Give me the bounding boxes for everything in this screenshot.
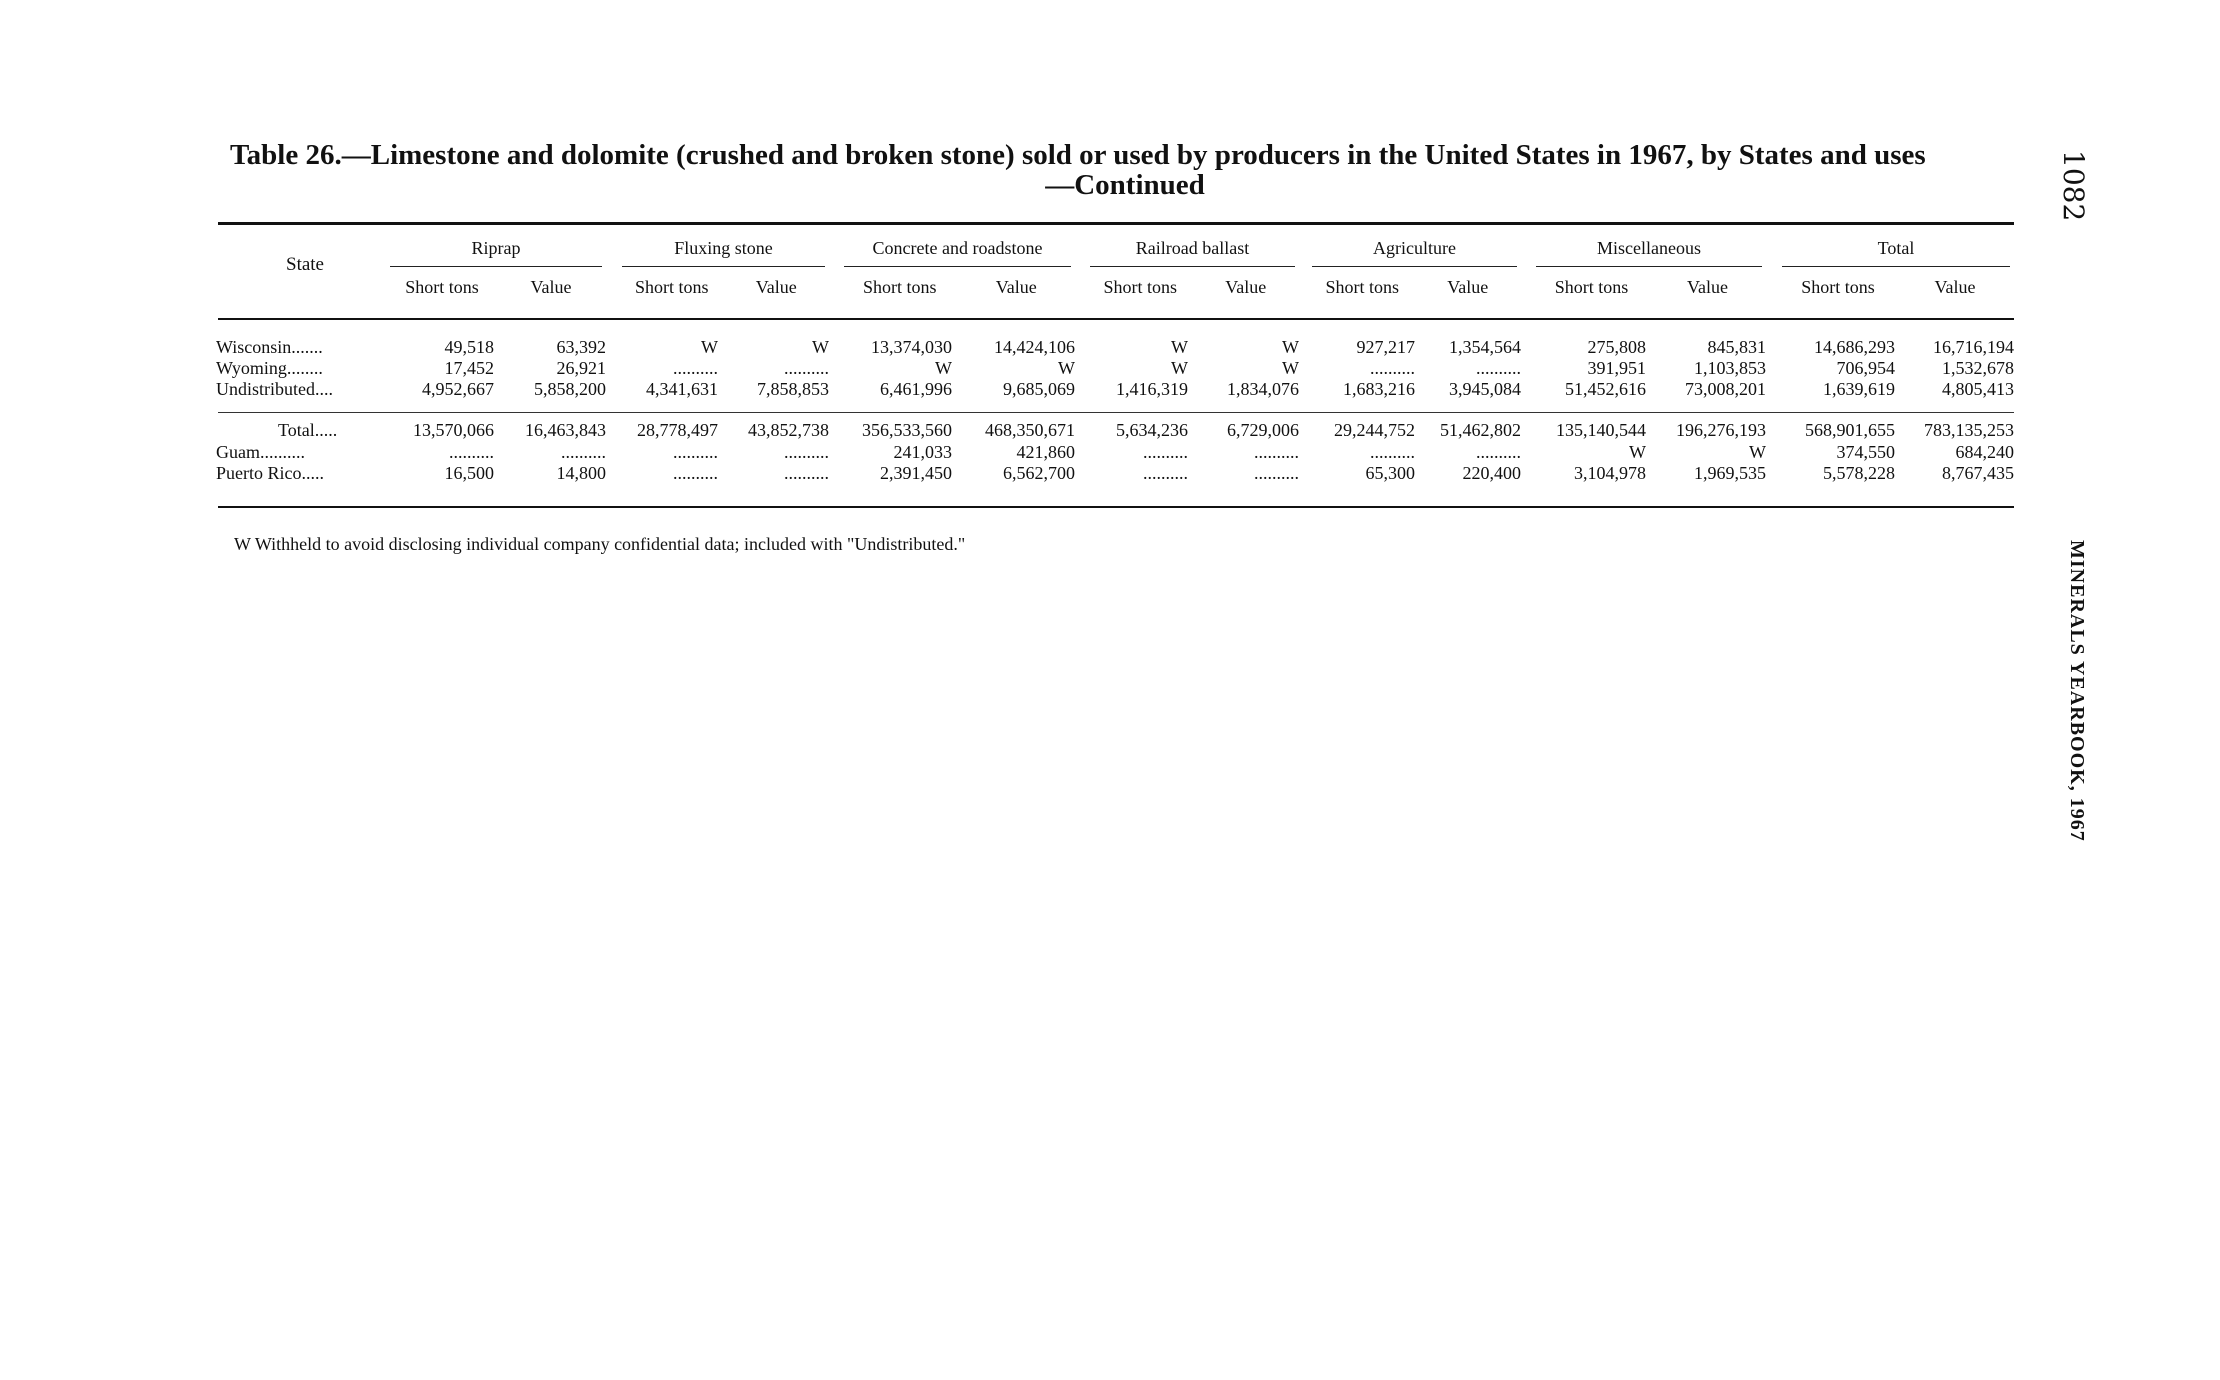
table-cell: ..........: [1476, 442, 1521, 462]
table-cell: W: [1171, 337, 1188, 357]
table-cell: 4,341,631: [646, 379, 718, 399]
table-cell: 73,008,201: [1685, 379, 1766, 399]
running-title: MINERALS YEARBOOK, 1967: [2066, 540, 2088, 842]
table-cell: 5,578,228: [1823, 463, 1895, 483]
table-cell: W: [1749, 442, 1766, 462]
table-cell: 135,140,544: [1556, 420, 1646, 440]
table-cell: W: [1282, 337, 1299, 357]
column-subheader: Short tons: [862, 277, 937, 297]
section-rule: [218, 412, 2014, 413]
table-title: [230, 140, 2020, 200]
table-cell: W: [1629, 442, 1646, 462]
table-cell: 13,374,030: [871, 337, 952, 357]
table-cell: 220,400: [1462, 463, 1521, 483]
table-cell: 17,452: [444, 358, 494, 378]
table-cell: 1,354,564: [1449, 337, 1521, 357]
column-group-header: Agriculture: [1373, 238, 1456, 258]
column-subheader: Value: [1934, 277, 1976, 297]
header-bottom-rule: [218, 318, 2014, 320]
column-group-header: Total: [1877, 238, 1915, 258]
column-group-underline: [1312, 266, 1517, 267]
table-cell: 845,831: [1707, 337, 1766, 357]
table-cell: ..........: [561, 442, 606, 462]
table-cell: 43,852,738: [748, 420, 829, 440]
table-cell: W: [935, 358, 952, 378]
table-cell: 14,800: [556, 463, 606, 483]
table-cell: ..........: [784, 442, 829, 462]
table-cell: 2,391,450: [880, 463, 952, 483]
table-cell: 783,135,253: [1924, 420, 2014, 440]
table-cell: ..........: [1254, 463, 1299, 483]
table-cell: 63,392: [556, 337, 606, 357]
table-cell: ..........: [784, 358, 829, 378]
table-cell: 1,639,619: [1823, 379, 1895, 399]
table-cell: W: [1058, 358, 1075, 378]
column-group-header: Riprap: [471, 238, 521, 258]
table-cell: ..........: [673, 463, 718, 483]
column-subheader: Value: [1447, 277, 1489, 297]
table-cell: 49,518: [444, 337, 494, 357]
column-group-underline: [1782, 266, 2010, 267]
table-cell: 29,244,752: [1334, 420, 1415, 440]
table-cell: 7,858,853: [757, 379, 829, 399]
table-cell: 275,808: [1587, 337, 1646, 357]
row-label: Total.....: [278, 420, 338, 440]
table-cell: 927,217: [1356, 337, 1415, 357]
table-cell: 6,729,006: [1227, 420, 1299, 440]
column-group-underline: [390, 266, 602, 267]
table-cell: 374,550: [1836, 442, 1895, 462]
table-cell: 8,767,435: [1942, 463, 2014, 483]
table-cell: W: [812, 337, 829, 357]
table-cell: W: [1282, 358, 1299, 378]
table-cell: 356,533,560: [862, 420, 952, 440]
column-group-underline: [1536, 266, 1762, 267]
table-cell: 568,901,655: [1805, 420, 1895, 440]
table-cell: ..........: [673, 442, 718, 462]
column-subheader: Short tons: [1325, 277, 1399, 297]
column-subheader: Value: [755, 277, 797, 297]
column-group-header: Concrete and roadstone: [872, 238, 1043, 258]
table-cell: 4,805,413: [1942, 379, 2014, 399]
row-label: Wyoming........: [216, 358, 323, 378]
row-label: Undistributed....: [216, 379, 333, 399]
table-cell: ..........: [1143, 463, 1188, 483]
table-cell: 1,683,216: [1343, 379, 1415, 399]
table-cell: 6,461,996: [880, 379, 952, 399]
column-subheader: Value: [1687, 277, 1728, 297]
table-cell: ..........: [1370, 442, 1415, 462]
table-cell: ..........: [784, 463, 829, 483]
state-column-header: State: [286, 254, 324, 275]
table-cell: 241,033: [893, 442, 952, 462]
table-cell: 3,104,978: [1574, 463, 1646, 483]
table-cell: 51,462,802: [1440, 420, 1521, 440]
row-label: Wisconsin.......: [216, 337, 323, 357]
row-label: Guam..........: [216, 442, 305, 462]
table-cell: 1,416,319: [1116, 379, 1188, 399]
table-cell: 16,463,843: [525, 420, 606, 440]
top-rule: [218, 222, 2014, 225]
table-cell: 14,686,293: [1814, 337, 1895, 357]
table-title-line1: Table 26.—Limestone and dolomite (crushed and broken stone) sold or used by producers in the United States in 1967, by States and uses: [230, 139, 1926, 171]
table-cell: 65,300: [1365, 463, 1415, 483]
column-group-underline: [1090, 266, 1295, 267]
table-cell: ..........: [449, 442, 494, 462]
table-cell: 1,532,678: [1942, 358, 2014, 378]
column-subheader: Short tons: [1554, 277, 1629, 297]
table-cell: 1,834,076: [1227, 379, 1299, 399]
table-title-line2: —Continued: [1045, 169, 1205, 201]
column-subheader: Value: [530, 277, 572, 297]
table-cell: 26,921: [556, 358, 606, 378]
table-cell: 706,954: [1836, 358, 1895, 378]
table-cell: ..........: [1476, 358, 1521, 378]
table-cell: 391,951: [1587, 358, 1646, 378]
column-group-underline: [622, 266, 825, 267]
column-subheader: Short tons: [1801, 277, 1875, 297]
table-cell: 13,570,066: [413, 420, 494, 440]
table-cell: 196,276,193: [1676, 420, 1766, 440]
table-cell: 1,103,853: [1694, 358, 1766, 378]
table-cell: ..........: [1143, 442, 1188, 462]
table-cell: 5,858,200: [534, 379, 606, 399]
table-cell: 4,952,667: [422, 379, 494, 399]
table-cell: 468,350,671: [985, 420, 1075, 440]
table-cell: ..........: [1370, 358, 1415, 378]
table-cell: ..........: [673, 358, 718, 378]
column-subheader: Value: [1225, 277, 1267, 297]
table-cell: 421,860: [1016, 442, 1075, 462]
table-cell: 16,500: [444, 463, 494, 483]
column-group-header: Railroad ballast: [1135, 238, 1250, 258]
table-cell: W: [1171, 358, 1188, 378]
table-cell: 1,969,535: [1694, 463, 1766, 483]
column-group-underline: [844, 266, 1071, 267]
column-subheader: Short tons: [405, 277, 479, 297]
table-cell: 684,240: [1955, 442, 2014, 462]
table-cell: 16,716,194: [1933, 337, 2014, 357]
page-number: 1082: [2057, 150, 2090, 222]
table-cell: ..........: [1254, 442, 1299, 462]
column-subheader: Value: [995, 277, 1037, 297]
table-cell: 5,634,236: [1116, 420, 1188, 440]
table-cell: 3,945,084: [1449, 379, 1521, 399]
table-cell: 6,562,700: [1003, 463, 1075, 483]
footnote: W Withheld to avoid disclosing individual company confidential data; included with "Undistributed.": [234, 534, 966, 554]
row-label: Puerto Rico.....: [216, 463, 324, 483]
table-cell: 14,424,106: [994, 337, 1075, 357]
table-cell: W: [701, 337, 718, 357]
column-subheader: Short tons: [1103, 277, 1177, 297]
bottom-rule: [218, 506, 2014, 508]
table-cell: 28,778,497: [637, 420, 718, 440]
column-subheader: Short tons: [634, 277, 709, 297]
column-group-header: Miscellaneous: [1597, 238, 1701, 258]
column-group-header: Fluxing stone: [674, 238, 773, 258]
table-cell: 9,685,069: [1003, 379, 1075, 399]
table-cell: 51,452,616: [1565, 379, 1646, 399]
